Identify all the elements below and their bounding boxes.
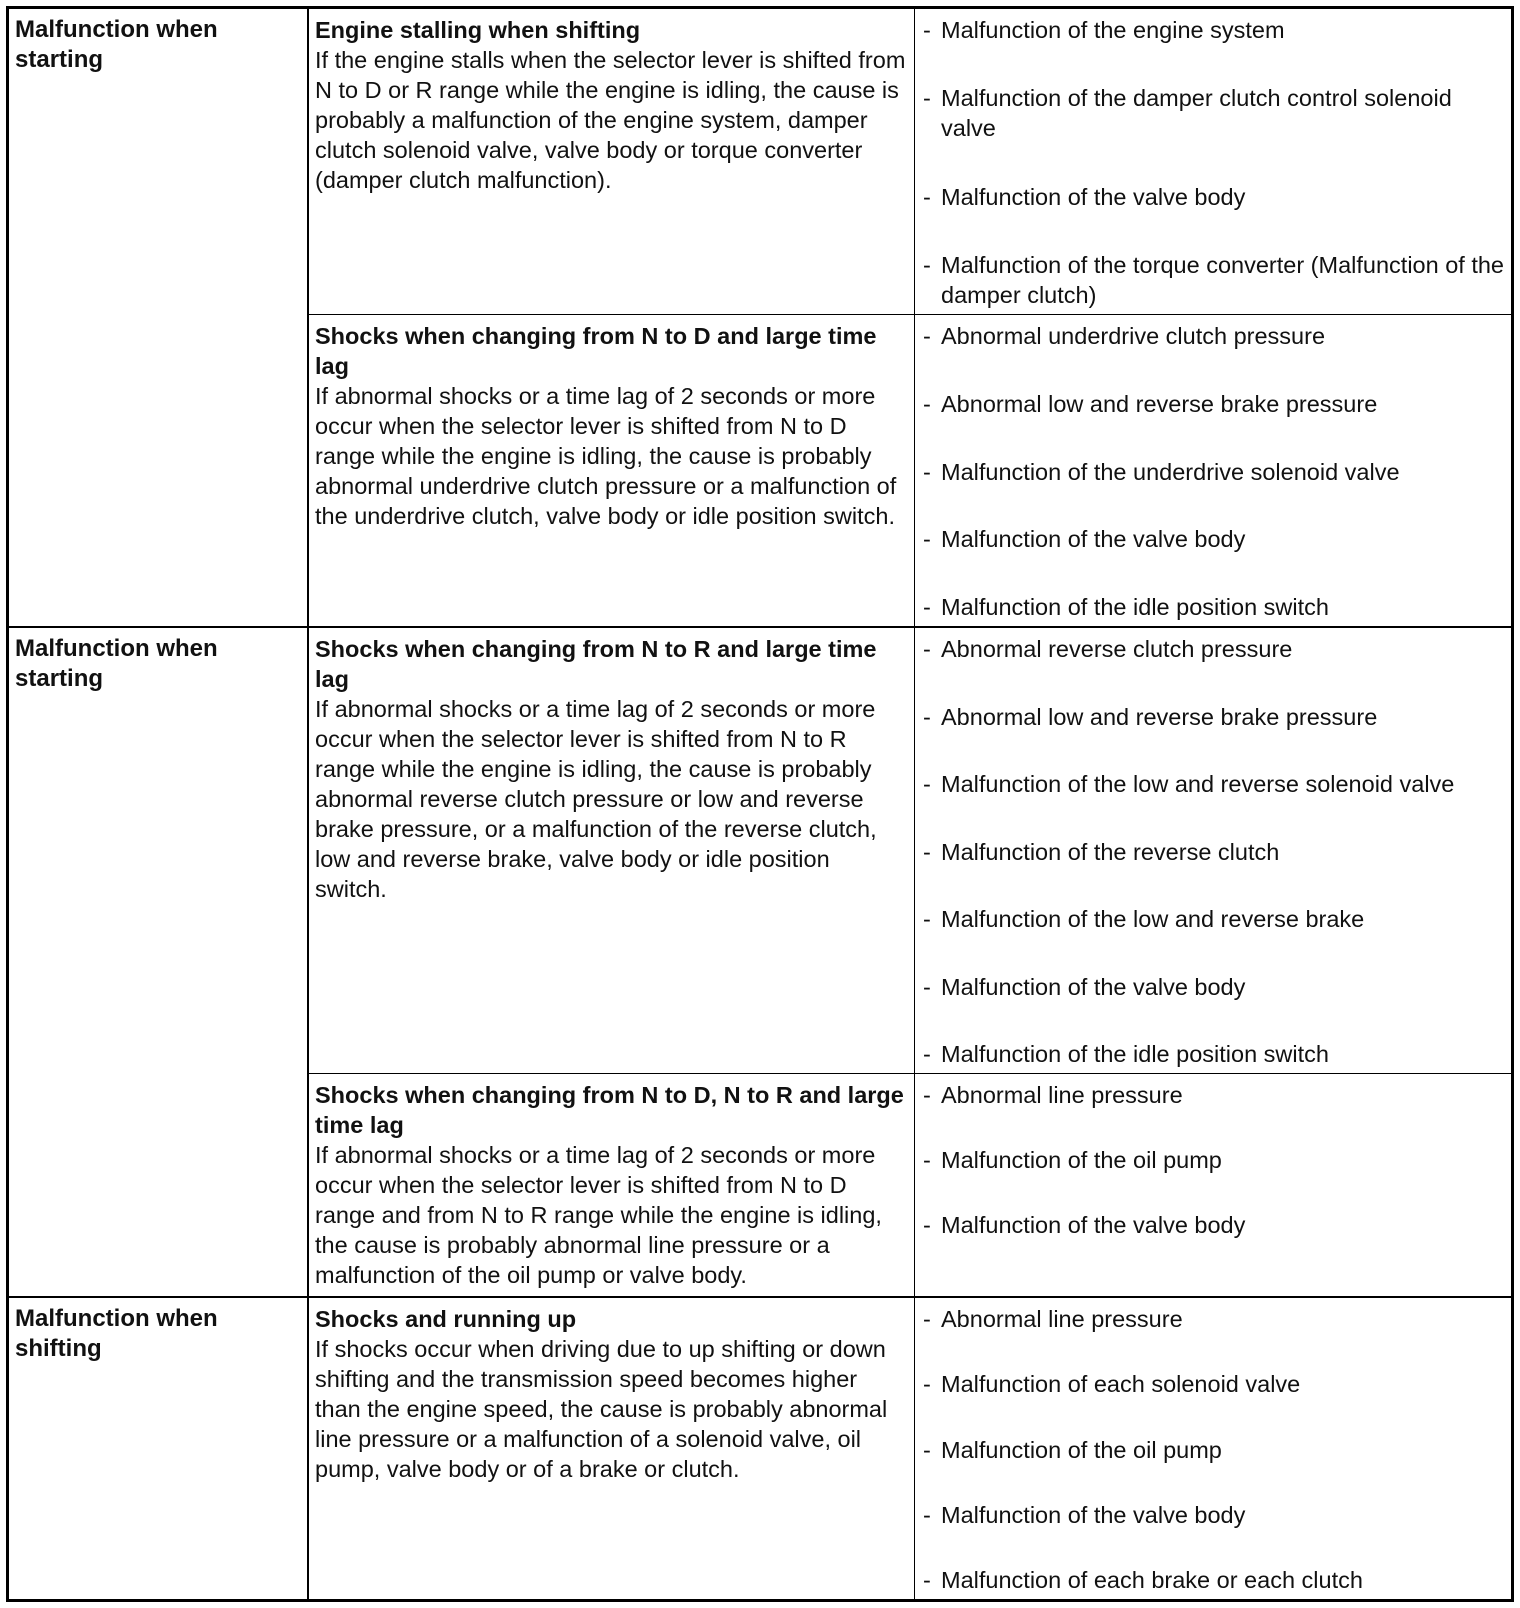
- bullet-dash: -: [923, 1371, 931, 1398]
- cause-text: Malfunction of the valve body: [941, 183, 1246, 210]
- symptom-title: Shocks when changing from N to R and large time lag: [315, 636, 877, 692]
- cause-item: [923, 321, 1505, 351]
- cause-item: [923, 1500, 1505, 1530]
- cause-text: Malfunction of the valve body: [941, 973, 1246, 1000]
- cause-item: [923, 1080, 1505, 1110]
- cause-item: [923, 1304, 1505, 1334]
- cause-item: [923, 1039, 1505, 1069]
- cause-text: Malfunction of each solenoid valve: [941, 1371, 1301, 1398]
- cause-item: [923, 524, 1505, 554]
- symptom-description: If shocks occur when driving due to up shifting or down shifting and the transmission speed becomes higher than the engine speed, the cause is probably abnormal line pressure or a malfunction of a solenoid valve, oil pump, valve body or of a brake or clutch.: [315, 1336, 888, 1482]
- cause-text: Abnormal underdrive clutch pressure: [941, 323, 1326, 349]
- bullet-dash: -: [923, 594, 931, 620]
- bullet-dash: -: [923, 771, 931, 797]
- symptom-row: [309, 628, 1511, 1074]
- symptom-description: If abnormal shocks or a time lag of 2 seconds or more occur when the selector lever is shifted from N to R range while the engine is idling, the cause is probably abnormal reverse clutch pressure or low and reverse brake pressure, or a malfunction of the reverse clutch, low and reverse brake, valve body or idle position switch.: [315, 696, 877, 902]
- bullet-dash: -: [923, 458, 931, 485]
- cause-item: [923, 769, 1505, 799]
- cause-item: [923, 702, 1505, 732]
- bullet-dash: -: [923, 1212, 931, 1238]
- symptom-row: [309, 9, 1511, 315]
- symptom-description: If abnormal shocks or a time lag of 2 seconds or more occur when the selector lever is shifted from N to D range and from N to R range while the engine is idling, the cause is probably abnormal line pressure or a malfunction of the oil pump or valve body.: [315, 1142, 882, 1288]
- bullet-dash: -: [923, 1082, 931, 1108]
- bullet-dash: -: [923, 1567, 931, 1593]
- causes-cell: [915, 1074, 1511, 1296]
- cause-item: [923, 904, 1505, 934]
- symptom-description: If abnormal shocks or a time lag of 2 seconds or more occur when the selector lever is shifted from N to D range while the engine is idling, the cause is probably abnormal underdrive clutch pressure or a malfunction of the underdrive clutch, valve body or idle position switch.: [315, 383, 897, 529]
- cause-text: Malfunction of the damper clutch control solenoid valve: [941, 85, 1452, 142]
- cause-item: [923, 1145, 1505, 1175]
- symptom-cell: [309, 628, 915, 1073]
- cause-text: Abnormal low and reverse brake pressure: [941, 703, 1378, 730]
- causes-cell: [915, 315, 1511, 626]
- symptom-title: Shocks and running up: [315, 1306, 577, 1332]
- cause-item: [923, 1435, 1505, 1465]
- symptom-row: [309, 1074, 1511, 1296]
- bullet-dash: -: [923, 1306, 931, 1332]
- bullet-dash: -: [923, 85, 931, 112]
- cause-text: Malfunction of the valve body: [941, 1501, 1246, 1528]
- bullet-dash: -: [923, 1147, 931, 1173]
- symptom-cell: [309, 315, 915, 626]
- cause-item: [923, 837, 1505, 867]
- cause-text: Malfunction of the reverse clutch: [941, 838, 1280, 865]
- cause-text: Abnormal line pressure: [941, 1082, 1183, 1108]
- bullet-dash: -: [923, 323, 931, 349]
- symptom-group: [309, 628, 1511, 1296]
- cause-text: Abnormal low and reverse brake pressure: [941, 390, 1378, 417]
- symptom-group: [309, 9, 1511, 626]
- troubleshooting-table: [6, 6, 1514, 1602]
- cause-text: Abnormal reverse clutch pressure: [941, 636, 1293, 662]
- bullet-dash: -: [923, 636, 931, 662]
- cause-text: Malfunction of the underdrive solenoid valve: [941, 458, 1400, 485]
- cause-text: Malfunction of the idle position switch: [941, 1041, 1329, 1067]
- causes-cell: [915, 1298, 1511, 1599]
- cause-text: Malfunction of each brake or each clutch: [941, 1567, 1363, 1593]
- bullet-dash: -: [923, 1041, 931, 1067]
- bullet-dash: -: [923, 703, 931, 730]
- cause-text: Abnormal line pressure: [941, 1306, 1183, 1332]
- cause-item: [923, 389, 1505, 419]
- bullet-dash: -: [923, 390, 931, 417]
- cause-item: [923, 83, 1505, 143]
- cause-item: [923, 972, 1505, 1002]
- bullet-dash: -: [923, 526, 931, 553]
- cause-item: [923, 634, 1505, 664]
- bullet-dash: -: [923, 838, 931, 865]
- symptom-description: If the engine stalls when the selector lever is shifted from N to D or R range while the engine is idling, the cause is probably a malfunction of the engine system, damper clutch solenoid valve, valve body or torque converter (damper clutch malfunction).: [315, 47, 906, 193]
- bullet-dash: -: [923, 183, 931, 210]
- cause-item: [923, 1369, 1505, 1399]
- table-row: [9, 9, 1511, 628]
- category-cell: Malfunction when starting: [9, 628, 309, 1296]
- symptom-row: [309, 1298, 1511, 1599]
- cause-item: [923, 592, 1505, 622]
- cause-text: Malfunction of the low and reverse solenoid valve: [941, 771, 1455, 797]
- cause-item: [923, 15, 1505, 45]
- cause-text: Malfunction of the oil pump: [941, 1436, 1222, 1463]
- causes-cell: [915, 9, 1511, 314]
- table-row: [9, 628, 1511, 1298]
- causes-cell: [915, 628, 1511, 1073]
- symptom-row: [309, 315, 1511, 626]
- cause-text: Malfunction of the engine system: [941, 17, 1285, 43]
- bullet-dash: -: [923, 973, 931, 1000]
- symptom-cell: [309, 1074, 915, 1296]
- cause-text: Malfunction of the idle position switch: [941, 594, 1329, 620]
- cause-text: Malfunction of the valve body: [941, 1212, 1246, 1238]
- symptom-group: [309, 1298, 1511, 1599]
- symptom-cell: [309, 9, 915, 314]
- bullet-dash: -: [923, 906, 931, 932]
- symptom-title: Shocks when changing from N to D, N to R and large time lag: [315, 1082, 904, 1138]
- table-row: [9, 1298, 1511, 1599]
- cause-item: [923, 457, 1505, 487]
- symptom-title: Engine stalling when shifting: [315, 17, 641, 43]
- cause-item: [923, 182, 1505, 212]
- bullet-dash: -: [923, 251, 931, 278]
- bullet-dash: -: [923, 1501, 931, 1528]
- symptom-cell: [309, 1298, 915, 1599]
- cause-item: [923, 1210, 1505, 1240]
- cause-text: Malfunction of the oil pump: [941, 1147, 1222, 1173]
- cause-text: Malfunction of the valve body: [941, 526, 1246, 553]
- bullet-dash: -: [923, 17, 931, 43]
- symptom-title: Shocks when changing from N to D and large time lag: [315, 323, 877, 379]
- cause-text: Malfunction of the low and reverse brake: [941, 906, 1365, 932]
- cause-item: [923, 250, 1505, 310]
- category-cell: Malfunction when starting: [9, 9, 309, 626]
- cause-item: [923, 1565, 1505, 1595]
- cause-text: Malfunction of the torque converter (Malfunction of the damper clutch): [941, 251, 1505, 308]
- bullet-dash: -: [923, 1436, 931, 1463]
- category-cell: Malfunction when shifting: [9, 1298, 309, 1599]
